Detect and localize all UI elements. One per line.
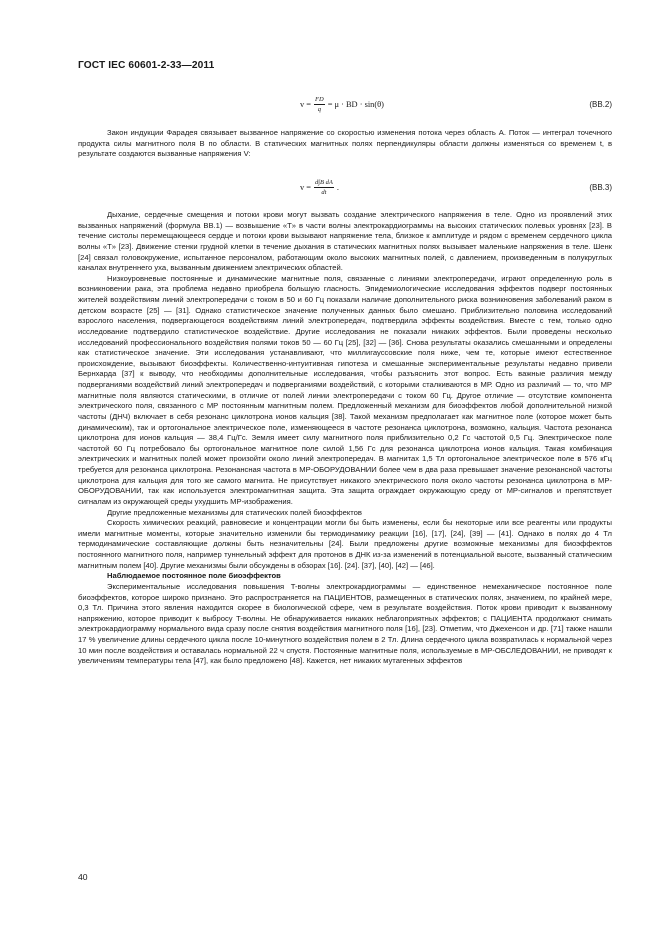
equation-fraction: $\frac{FD}{q}$ [315,96,324,113]
section-heading: Наблюдаемое постоянное поле биоэффектов [107,571,281,581]
equation-lhs: v = [300,100,312,109]
equation-bb2 [78,95,612,117]
equation-rhs: . [336,183,339,192]
body-paragraph: Скорость химических реакций, равновесие и концентрации могли бы быть изменены, если бы некоторые или все реагенты или продукты имели магнитные моменты, которые значительно изменили бы термодинамику реакции [16], [17], [24], [39] — [41]. Однако в полях до 4 Тл термодинамические составляющие должны быть незначительны [24]. Были предложены другие возможные механизмы для биоэффектов постоянного магнитного поля, например туннельный эффект для протонов в ДНК из-за изменений в потенциальной высоте, вызванный статическим магнитным полем [40]. Другие механизмы были обсуждены в обзорах [16]. [24]. [37], [40], [42] — [46]. [78,518,612,570]
body-paragraph: Низкоуровневые постоянные и динамические магнитные поля, связанные с линиями электропередачи, играют определенную роль в возникновении рака, эта проблема недавно приобрела большую гласность. Эпидемиологические исследования эффектов подверг постоянных жителей воздействиям линий электропередачи с током в 50 и 60 Гц показали наличие дополнительного риска возникновения заболеваний раком в детском возрасте [25] — [31]. Однако статистическое значение полученных данных было смешано. Приблизительно половина исследований взрослого населения, подвергающегося воздействиям линий электропередач, подтвердила эффекты воздействия. Вместе с тем, только одно исследование подтвердило статистическое воздействие. Другие исследования не показали никаких эффектов. Были проведены несколько исследований профессионального воздействия полями токов 50 — 60 Гц [25], [32] — [36]. Снова результаты оказались смешанными и определены как статистическое значение. Эти исследования устанавливают, что миллигауссовские поля ниже, чем те, которые имеют естественное происхождение, вызывают биоэффекты. Количественно-интуитивная гипотеза и смешанные экспериментальные результаты недавно привели Бернхарда [37] к выводу, что необходимы дополнительные исследования, чтобы разъяснить этот вопрос. Есть важные различия между подверганиями воздействий линий электропередач и подверганиями воздействий, с которыми сталкиваются в МР. Одно из различий — то, что МР магнитные поля являются статическими, в отличие от полей линии электропередачи с током 60 Гц. Другое отличие — отсутствие компонента электрического поля, связанного с МР постоянным магнитным полем. Предложенный механизм для биоэффектов любой дополнительной низкой частоты (ДНЧ) включает в себя резонанс циклотрона ионов кальция [38]. Такой механизм предполагает как магнитное поле (которое может быть динамическим), так и ортогональное электрическое поле, изменяющееся в частоте резонанса циклотрона, возможно, кальция. Частота резонанса циклотрона для ионов кальция — 38,4 Гц/Гс. Земля имеет силу магнитного поля приблизительно 0,2 Гс частотой 0,5 Гц. Электрическое поле частотой 60 Гц потребовало бы ортогональное магнитное поле силой 1,56 Гс для резонанса циклотрона ионов кальция. Такая комбинация электрических и магнитных полей может произойти около линий электропередач. В магнитах 1,5 Тл ортогональное электрическое поле в 576 кГц требуется для резонанса циклотрона. Резонансная частота в МР-ОБОРУДОВАНИИ более чем в два раза превышает значение резонансной частоты циклотрона для кальция для того же самого магнита. Не присутствует никакого электрического поля около частоты резонанса циклотрона в МР-ОБОРУДОВАНИИ, так как используется электромагнитная защита. Эта защита ограждает окружающую среду от МР-сигналов и препятствует сигналам из окружающей среды ухудшить МР-изображения. [78,273,612,506]
equation-number: (BB.3) [589,183,612,192]
body-text-b [78,210,612,667]
equation-fraction: $\frac{\text{d∫B dA}}{dt}$ [315,179,333,196]
equation-lhs: v = [300,183,312,192]
equation-bb3 [78,178,612,200]
body-paragraph: Закон индукции Фарадея связывает вызванное напряжение со скоростью изменения потока через область A. Поток — интеграл точечного продукта силы магнитного поля B по области. В статических магнитных полях перпендикуляры области должны изменяться со временем t, в результате создаются вызванные напряжения V: [78,128,612,159]
page-number: 40 [78,872,88,882]
body-paragraph: Другие предложенные механизмы для статических полей биоэффектов [107,507,362,517]
equation-number: (BB.2) [589,100,612,109]
equation-rhs: = μ · BD · sin(θ) [327,100,384,109]
body-paragraph: Экспериментальные исследования повышения T-волны электрокардиограммы — единственное немеханическое постоянное поле биоэффектов, которое широко признано. Это распространяется на ПАЦИЕНТОВ, размещенных в статических полях, значением, по крайней мере, 0,3 Тл. Причина этого явления находится скорее в биологической сфере, чем в результате воздействия. Поток крови приводит к вызванному напряжению, которое приводит к выбросу T-волны. Не обнаруживается никаких неблагоприятных эффектов; с ПАЦИЕНТА продолжают снимать электрокардиограмму нормального вида сразу после снятия воздействия магнитного поля [16], [23]. Отметим, что Джехенсон и др. [71] также нашли 17 % увеличение длины сердечного цикла после 10-минутного воздействия полем в 2 Тл. Длина сердечного цикла возвратилась к нормальной через 10 мин после воздействия и оставалась нормальной 22 ч спустя. Постоянные магнитные поля, используемые в МР-ОБСЛЕДОВАНИИ, не приводят к увеличениям температуры тела [47], как было предложено [48]. Кажется, нет никаких мутагенных эффектов [78,581,612,666]
document-header: ГОСТ IEC 60601-2-33—2011 [78,60,215,71]
body-text-a [78,128,612,160]
body-paragraph: Дыхание, сердечные смещения и потоки крови могут вызвать создание электрического напряжения в теле. Одно из проявлений этих вызванных напряжений (формула BB.1) — возвышение «T» в части волны электрокардиограммы на высоких статических полевых уровнях [23]. В течение систолы перемещающееся сердце и потоки крови вызывают напряжение тела, близкое к амплитуде и рядом с временем сердечного цикла волны «T» [23]. Движение стенки грудной клетки в течение дыхания в статических магнитных полях вызывает маленькие напряжения в теле. Шенк [24] связал головокружение, испытанное персоналом, работающим около высоких магнитных полей, с давлением, произведенным в полукруглых каналах внутреннего уха, вызванным движением электрических областей. [78,210,612,273]
